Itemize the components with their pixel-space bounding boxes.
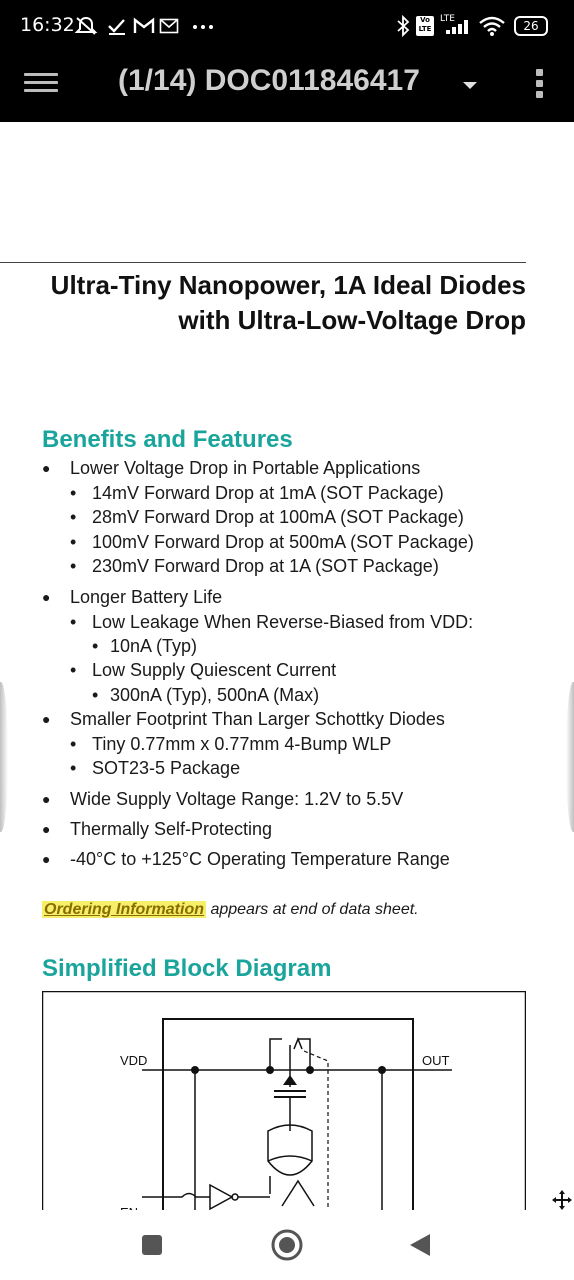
list-item: 100mV Forward Drop at 500mA (SOT Package) [92, 532, 474, 552]
ic-outline [163, 1019, 413, 1210]
doc-heading-line2: with Ultra-Low-Voltage Drop [178, 305, 526, 335]
overflow-dot [536, 80, 543, 87]
overflow-dot [536, 69, 543, 76]
dropdown-arrow-icon[interactable] [456, 72, 484, 100]
list-item: -40°C to +125°C Operating Temperature Range [70, 849, 450, 869]
battery-indicator: 26 [514, 16, 548, 36]
gmail-icon [133, 17, 155, 35]
bullet-marker: • [92, 636, 99, 656]
back-triangle-icon[interactable] [408, 1232, 432, 1258]
hamburger-line [24, 81, 58, 84]
ordering-information-link[interactable]: Ordering Information [44, 901, 204, 918]
list-item: 28mV Forward Drop at 100mA (SOT Package) [92, 507, 464, 527]
volte-icon: Vo LTE [416, 16, 434, 36]
prev-page-edge[interactable] [0, 682, 8, 832]
block-diagram-heading: Simplified Block Diagram [42, 955, 332, 982]
bullet-marker: • [70, 507, 77, 527]
list-item: Low Leakage When Reverse-Biased from VDD: [92, 612, 474, 632]
muted-notification-icon [74, 16, 98, 36]
list-item: Wide Supply Voltage Range: 1.2V to 5.5V [70, 789, 404, 809]
list-item: SOT23-5 Package [92, 758, 241, 778]
next-page-edge[interactable] [566, 682, 574, 832]
status-time: 16:32 [20, 14, 75, 36]
status-bar [0, 0, 574, 52]
bullet-marker: ● [42, 711, 51, 727]
document-page[interactable] [0, 122, 574, 1210]
bullet-marker: • [70, 556, 77, 576]
ordering-note [42, 901, 419, 919]
out-label: OUT [422, 1053, 450, 1068]
doc-heading-line1: Ultra-Tiny Nanopower, 1A Ideal Diodes [50, 270, 526, 300]
list-item: Tiny 0.77mm x 0.77mm 4-Bump WLP [92, 734, 392, 754]
home-circle-icon[interactable] [270, 1228, 304, 1262]
title-rule [0, 262, 526, 263]
bullet-marker: ● [42, 851, 51, 867]
list-item: Thermally Self-Protecting [70, 819, 273, 839]
overflow-dot [536, 91, 543, 98]
list-item: Lower Voltage Drop in Portable Applications [70, 458, 421, 478]
more-dots-icon [192, 24, 214, 30]
bullet-marker: • [70, 758, 77, 778]
bullet-marker: • [70, 532, 77, 552]
menu-button[interactable] [24, 68, 58, 102]
list-item: 14mV Forward Drop at 1mA (SOT Package) [92, 483, 444, 503]
bullet-marker: • [70, 660, 77, 680]
move-handle-icon[interactable] [550, 1188, 574, 1212]
bullet-marker: ● [42, 791, 51, 807]
bullet-marker: • [92, 685, 99, 705]
check-icon [106, 16, 128, 36]
block-diagram [42, 991, 526, 1210]
bullet-marker: • [70, 483, 77, 503]
diagram-border [43, 992, 526, 1211]
list-item: Longer Battery Life [70, 587, 223, 607]
system-nav-bar [0, 1210, 574, 1280]
bullet-marker: ● [42, 589, 51, 605]
list-item: Smaller Footprint Than Larger Schottky Diodes [70, 709, 445, 729]
vdd-label: VDD [120, 1053, 148, 1068]
wifi-icon [478, 15, 506, 37]
hamburger-line [24, 73, 58, 76]
bullet-marker: ● [42, 460, 51, 476]
network-type-label: LTE [440, 14, 455, 24]
gmail-outline-icon [159, 18, 179, 34]
benefits-heading: Benefits and Features [42, 426, 293, 453]
bullet-marker: • [70, 612, 77, 632]
hamburger-line [24, 89, 58, 92]
bluetooth-icon [396, 15, 410, 37]
list-item: Low Supply Quiescent Current [92, 660, 337, 680]
overflow-menu-button[interactable] [530, 66, 548, 106]
ordering-note-text: appears at end of data sheet. [206, 901, 419, 918]
app-toolbar [0, 52, 574, 122]
bullet-marker: ● [42, 821, 51, 837]
list-item: 230mV Forward Drop at 1A (SOT Package) [92, 556, 439, 576]
bullet-marker: • [70, 734, 77, 754]
recents-square-icon[interactable] [140, 1233, 164, 1257]
list-item: 10nA (Typ) [110, 636, 198, 656]
document-title[interactable]: (1/14) DOC011846417 [118, 64, 420, 97]
lte-signal-icon [444, 18, 474, 34]
list-item: 300nA (Typ), 500nA (Max) [110, 685, 320, 705]
